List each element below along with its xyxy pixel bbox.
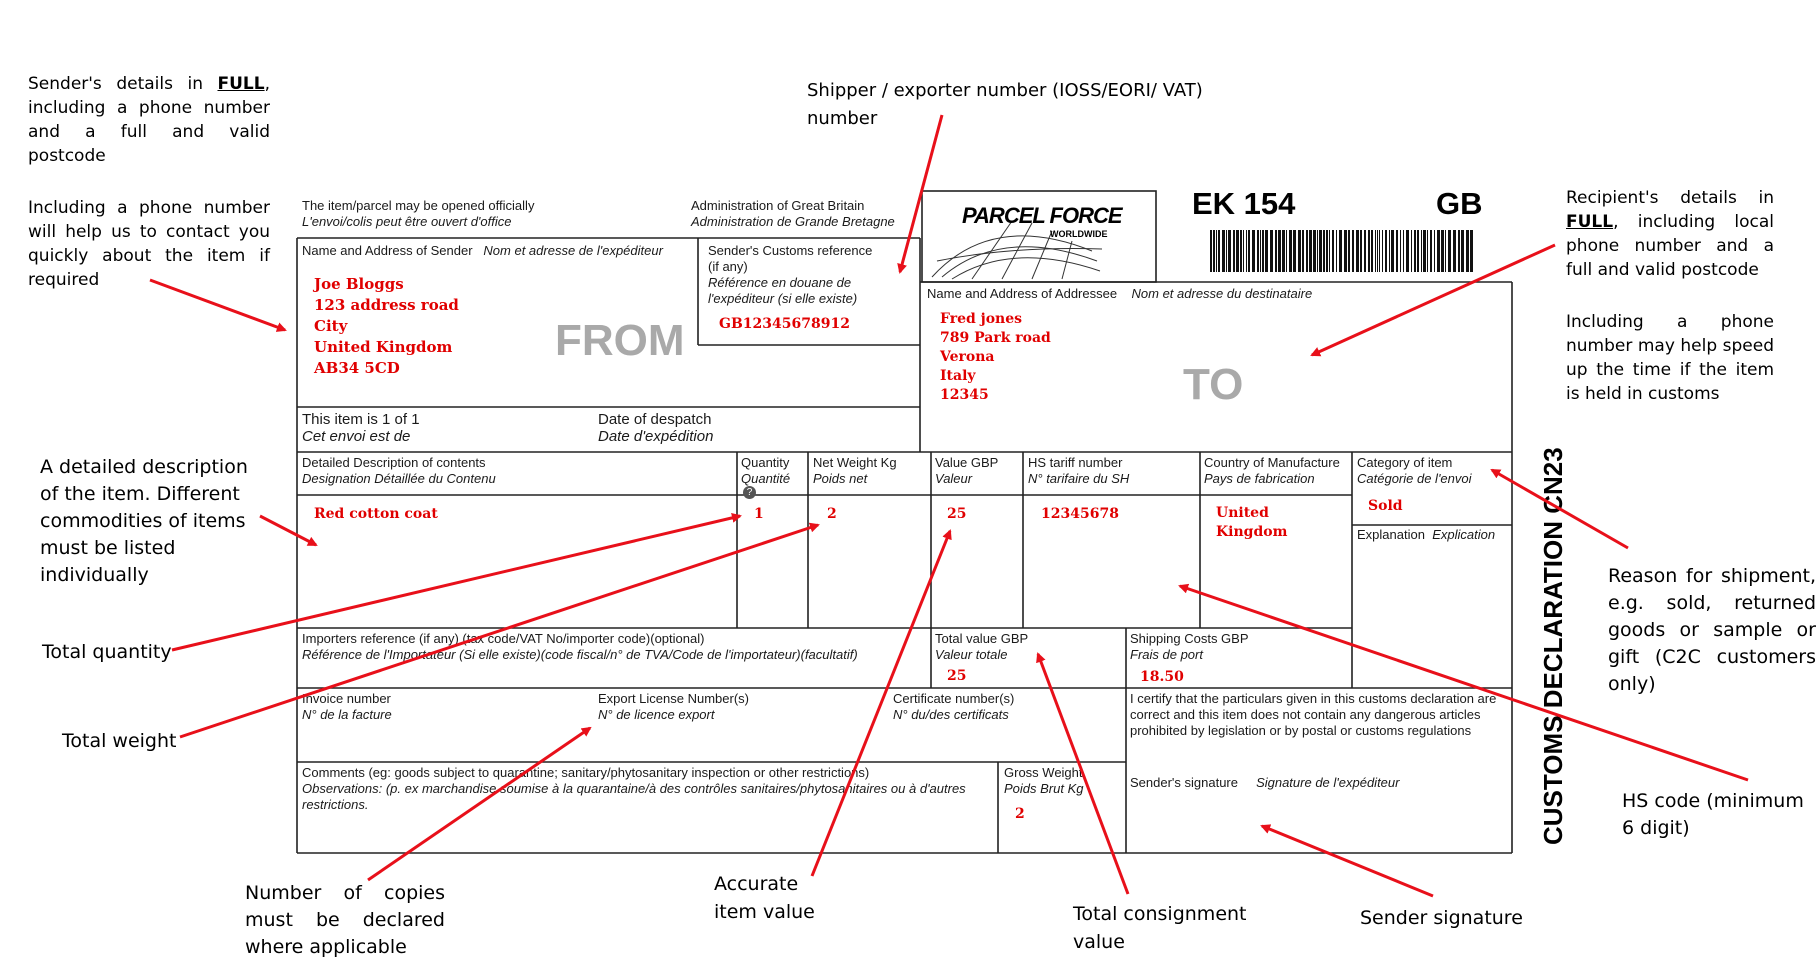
- sender-line: Joe Bloggs: [314, 275, 404, 293]
- desc-header-en: Detailed Description of contents: [302, 455, 486, 470]
- item-count-fr: Cet envoi est de: [302, 428, 411, 445]
- shipping-value: 18.50: [1140, 669, 1184, 685]
- explanation-fr: Explication: [1432, 527, 1496, 542]
- shipping-fr: Frais de port: [1130, 647, 1203, 662]
- desc-header-fr: Designation Détaillée du Contenu: [302, 471, 496, 486]
- explanation-en: Explanation: [1357, 527, 1425, 542]
- note-reason-for-shipment: Reason for shipment, e.g. sold, returned goods or sample or gift (C2C customers only): [1608, 565, 1816, 695]
- country-line: United: [1216, 505, 1269, 521]
- note-total-consignment: Total consignment value: [1073, 903, 1247, 953]
- arrow-description: [260, 516, 316, 545]
- arrow-hs-code: [1180, 586, 1748, 780]
- comments-fr: Observations: (p. ex marchandise soumise à la quarantaine/à des contrôles sanitaires/phytosanitaires ou à d'autres restrictions.: [302, 781, 966, 812]
- arrow-quantity: [172, 516, 740, 650]
- arrow-sender: [150, 280, 285, 330]
- note-text: , including local phone number and a full and valid postcode: [1566, 212, 1774, 280]
- note-text: Recipient's details in: [1566, 188, 1774, 208]
- vertical-title: CUSTOMS DECLARATION CN23: [1538, 447, 1568, 845]
- category-header-en: Category of item: [1357, 455, 1453, 470]
- note-text-full: FULL: [1566, 212, 1614, 232]
- administration-en: Administration of Great Britain: [691, 198, 865, 213]
- note-accurate-value: Accurate item value: [714, 873, 815, 923]
- despatch-fr: Date d'expédition: [598, 428, 714, 445]
- customs-ref-fr-2: l'expéditeur (si elle existe): [708, 291, 858, 306]
- to-label: TO: [1183, 360, 1244, 409]
- total-value-fr: Valeur totale: [935, 647, 1008, 662]
- total-value-en: Total value GBP: [935, 631, 1029, 646]
- administration-fr: Administration de Grande Bretagne: [691, 214, 895, 229]
- weight-header-en: Net Weight Kg: [813, 455, 897, 470]
- gross-en: Gross Weight: [1004, 765, 1083, 780]
- invoice-en: Invoice number: [302, 691, 391, 706]
- addressee-label-en: Name and Address of Addressee: [927, 286, 1118, 301]
- note-text: Sender's details in: [28, 74, 218, 94]
- arrow-value: [812, 531, 950, 876]
- country-line: Kingdom: [1216, 524, 1288, 540]
- category-header-fr: Catégorie de l'envoi: [1357, 471, 1472, 486]
- despatch-label: Date of despatch: [598, 411, 712, 428]
- value-header-en: Value GBP: [935, 455, 999, 470]
- arrow-weight: [180, 525, 818, 737]
- signature-en: Sender's signature: [1130, 775, 1238, 790]
- addressee-line: 789 Park road: [940, 330, 1051, 346]
- addressee-line: Italy: [940, 368, 976, 384]
- customs-ref-en: Sender's Customs reference: [708, 243, 873, 258]
- qty-header-en: Quantity: [741, 455, 790, 470]
- logo-text: PARCEL FORCE: [962, 203, 1122, 228]
- item-count-en: This item is 1 of 1: [302, 411, 420, 428]
- form-country: GB: [1436, 186, 1483, 221]
- addressee-line: Verona: [940, 349, 995, 365]
- export-fr: N° de licence export: [598, 707, 715, 722]
- certify-text: I certify that the particulars given in this customs declaration are correct and this item does not contain any dangerous articles prohibited by legislation or by postal or customs regulations: [1130, 691, 1497, 738]
- country-header-en: Country of Manufacture: [1204, 455, 1340, 470]
- gross-value: 2: [1015, 806, 1025, 822]
- signature-fr: Signature de l'expéditeur: [1256, 775, 1400, 790]
- net-weight-value: 2: [827, 506, 837, 522]
- from-label: FROM: [555, 316, 685, 365]
- shipping-en: Shipping Costs GBP: [1130, 631, 1249, 646]
- comments-en: Comments (eg: goods subject to quarantine; sanitary/phytosanitary inspection or other restrictions): [302, 765, 870, 780]
- qty-header-fr: Quantité: [741, 471, 791, 486]
- importer-en: Importers reference (if any) (tax code/VAT No/importer code)(optional): [302, 631, 705, 646]
- logo-sub: WORLDWIDE: [1050, 229, 1108, 239]
- note-sender-phone: Including a phone number will help us to contact you quickly about the item if required: [28, 198, 270, 290]
- note-number-of-copies: Number of copies must be declared where applicable: [245, 882, 445, 958]
- cert-en: Certificate number(s): [893, 691, 1015, 706]
- arrow-signature: [1262, 826, 1433, 896]
- sender-label-en: Name and Address of Sender: [302, 243, 473, 258]
- customs-ref-en-2: (if any): [708, 259, 748, 274]
- value-header-fr: Valeur: [935, 471, 973, 486]
- total-value-value: 25: [947, 668, 967, 684]
- sender-line: City: [314, 317, 348, 335]
- category-value: Sold: [1368, 498, 1403, 514]
- sender-line: AB34 5CD: [314, 359, 400, 377]
- weight-header-fr: Poids net: [813, 471, 868, 486]
- arrow-copies: [368, 728, 590, 880]
- note-shipper-number: Shipper / exporter number (IOSS/EORI/ VAT) number: [807, 80, 1203, 129]
- export-en: Export License Number(s): [598, 691, 749, 706]
- opened-officially-fr: L'envoi/colis peut être ouvert d'office: [302, 214, 512, 229]
- note-hs-code: HS code (minimum 6 digit): [1622, 790, 1804, 839]
- hs-code-value: 12345678: [1041, 506, 1119, 522]
- customs-ref-value: GB12345678912: [719, 316, 850, 332]
- form-code: EK 154: [1192, 186, 1296, 221]
- arrow-recipient: [1312, 245, 1555, 355]
- arrow-category: [1492, 470, 1628, 548]
- hs-header-en: HS tariff number: [1028, 455, 1123, 470]
- gross-fr: Poids Brut Kg: [1004, 781, 1084, 796]
- note-sender-signature: Sender signature: [1360, 907, 1523, 929]
- note-total-quantity: Total quantity: [42, 641, 172, 663]
- quantity-value: 1: [754, 506, 764, 522]
- note-detailed-description: A detailed description of the item. Different commodities of items must be listed individually: [40, 456, 248, 586]
- opened-officially-en: The item/parcel may be opened officially: [302, 198, 535, 213]
- description-value: Red cotton coat: [314, 506, 438, 522]
- arrow-total-value: [1038, 654, 1128, 894]
- sender-line: United Kingdom: [314, 338, 453, 356]
- note-text-full: FULL: [217, 74, 265, 94]
- note-text: , including a phone number and a full and valid postcode: [28, 74, 270, 166]
- addressee-label-fr: Nom et adresse du destinataire: [1131, 286, 1313, 301]
- arrow-shipper: [900, 115, 942, 272]
- sender-label-fr: Nom et adresse de l'expéditeur: [483, 243, 663, 258]
- invoice-fr: N° de la facture: [302, 707, 392, 722]
- hs-header-fr: N° tarifaire du SH: [1028, 471, 1130, 486]
- importer-fr: Référence de l'Importateur (Si elle existe)(code fiscal/n° de TVA/Code de l'importateur)(facultatif): [302, 647, 858, 662]
- note-total-weight: Total weight: [62, 730, 177, 752]
- value-value: 25: [947, 506, 967, 522]
- addressee-line: Fred jones: [940, 311, 1023, 327]
- cert-fr: N° du/des certificats: [893, 707, 1009, 722]
- sender-line: 123 address road: [314, 296, 459, 314]
- info-icon: ?: [743, 486, 756, 499]
- note-recipient-phone: Including a phone number may help speed up the time if the item is held in customs: [1566, 312, 1774, 404]
- country-header-fr: Pays de fabrication: [1204, 471, 1315, 486]
- customs-ref-fr: Référence en douane de: [708, 275, 852, 290]
- addressee-line: 12345: [940, 387, 989, 403]
